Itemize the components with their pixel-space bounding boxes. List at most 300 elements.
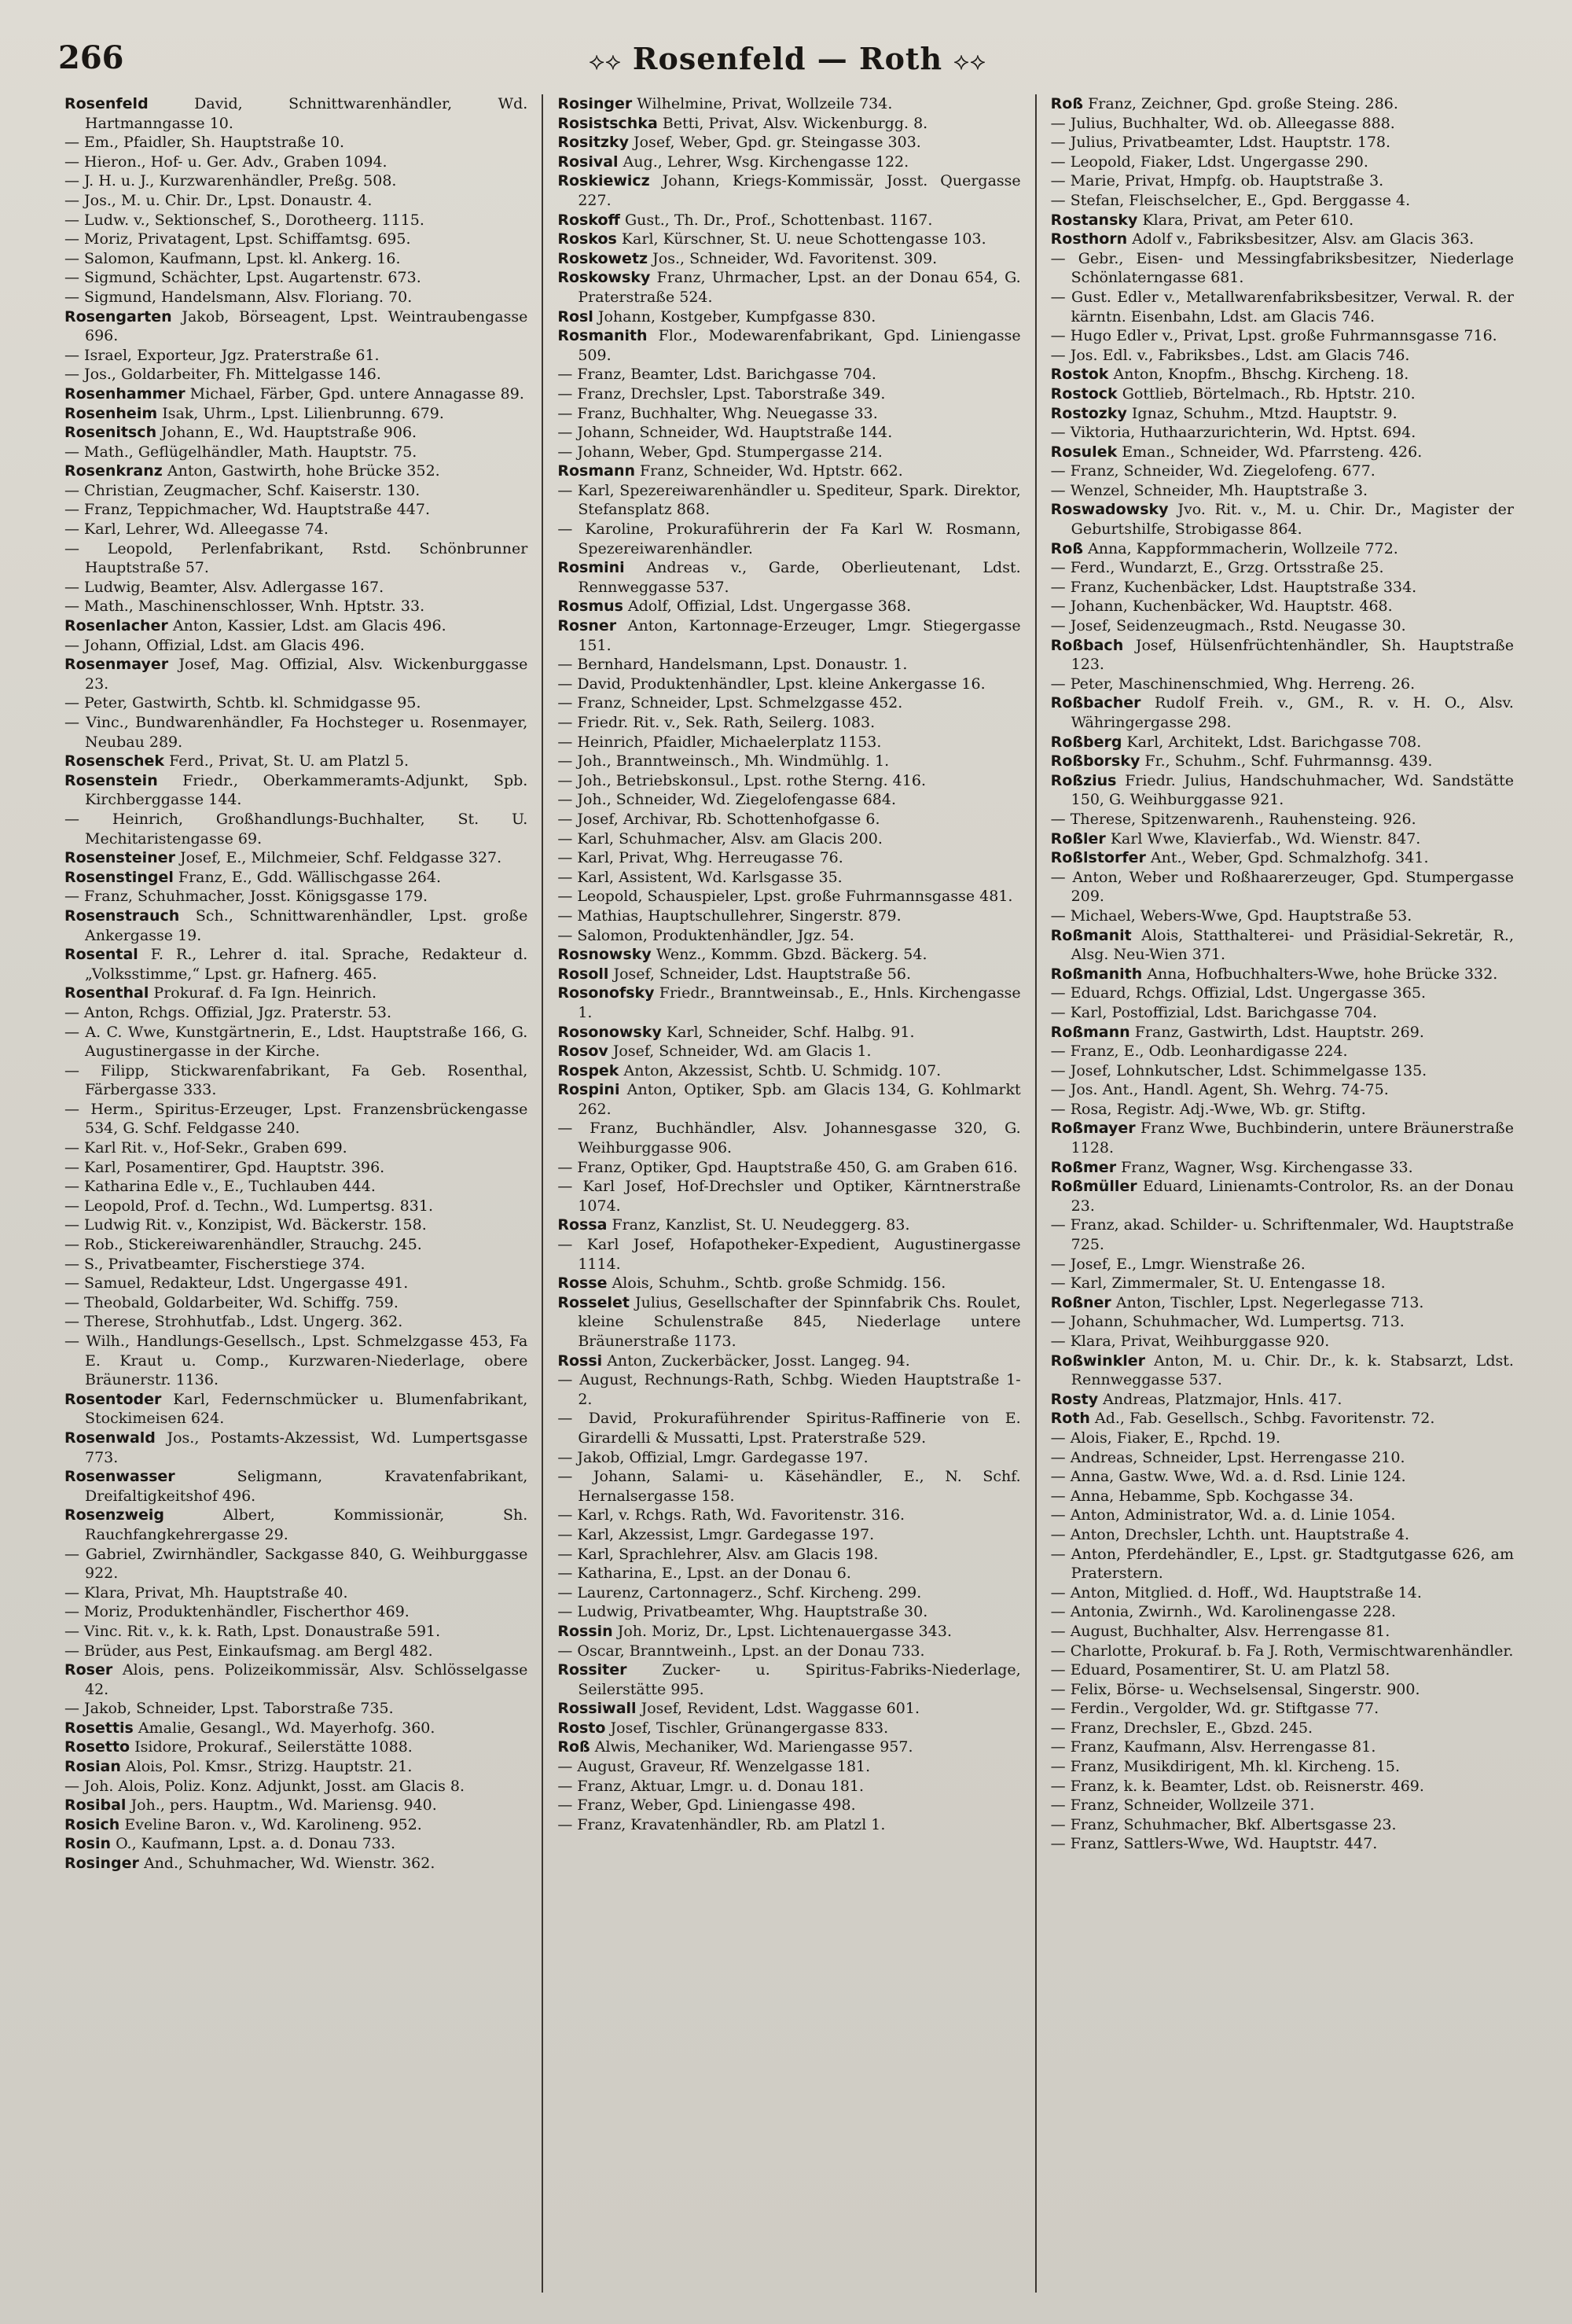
directory-entry xyxy=(1051,461,1514,481)
directory-entry xyxy=(1051,1815,1514,1835)
directory-entry xyxy=(557,404,1020,424)
entry-text: — Franz, Teppichmacher, Wd. Hauptstraße 447. xyxy=(64,501,430,519)
directory-entry xyxy=(1051,558,1514,578)
directory-entry xyxy=(64,1815,527,1835)
entry-surname: Rosov xyxy=(557,1042,608,1061)
entry-surname: Rossa xyxy=(557,1216,608,1234)
entry-text: — August, Buchhalter, Alsv. Herrengasse 81. xyxy=(1050,1622,1390,1640)
entry-surname: Rosibal xyxy=(64,1796,127,1815)
entry-surname: Rosonowsky xyxy=(557,1023,662,1041)
directory-entry xyxy=(64,1138,527,1158)
directory-entry xyxy=(64,288,527,307)
entry-text: — Sigmund, Schächter, Lpst. Augartenstr. 673. xyxy=(64,269,421,287)
directory-entry xyxy=(557,133,1020,153)
entry-text: — Jos. Edl. v., Fabriksbes., Ldst. am Glacis 746. xyxy=(1050,346,1410,364)
ornament-left-icon: ⟡⟡ xyxy=(589,48,622,75)
entry-text: — Ludwig, Beamter, Alsv. Adlergasse 167. xyxy=(64,578,384,596)
entry-surname: Rostok xyxy=(1050,366,1109,384)
directory-entry xyxy=(64,94,527,133)
entry-text: — Joh., Schneider, Wd. Ziegelofengasse 684. xyxy=(557,791,897,809)
directory-entry xyxy=(557,423,1020,443)
entry-text: Anton, Optiker, Spb. am Glacis 134, G. Kohlmarkt 262. xyxy=(578,1081,1021,1118)
directory-entry xyxy=(64,230,527,249)
directory-entry xyxy=(64,1332,527,1390)
entry-text: — Franz, Kuchenbäcker, Ldst. Hauptstraße 334. xyxy=(1050,578,1417,596)
directory-entry xyxy=(64,365,527,384)
directory-entry xyxy=(1051,481,1514,501)
directory-entry xyxy=(1051,829,1514,849)
entry-text: Ferd., Privat, St. U. am Platzl 5. xyxy=(169,752,410,770)
entry-text: — Franz, Schneider, Wd. Ziegelofeng. 677. xyxy=(1050,462,1376,480)
entry-surname: Roth xyxy=(1050,1410,1090,1428)
directory-entry xyxy=(64,1158,527,1178)
entry-text: — Johann, Schuhmacher, Wd. Lumpertsg. 713. xyxy=(1050,1313,1405,1331)
entry-text: — Alois, Fiaker, E., Rpchd. 19. xyxy=(1050,1429,1281,1447)
entry-text: — Franz, Optiker, Gpd. Hauptstraße 450, G. am Graben 616. xyxy=(557,1158,1018,1176)
entry-surname: Rosinger xyxy=(557,95,633,112)
entry-text: — Leopold, Schauspieler, Lpst. große Fuhrmannsgasse 481. xyxy=(557,888,1013,906)
entry-surname: Roßner xyxy=(1050,1293,1111,1311)
entry-text: — Leopold, Fiaker, Ldst. Ungergasse 290. xyxy=(1050,153,1368,171)
directory-entry xyxy=(1051,114,1514,134)
directory-entry xyxy=(1051,1429,1514,1448)
directory-entry xyxy=(1051,404,1514,424)
entry-text: Jakob, Börseagent, Lpst. Weintraubengasse 696. xyxy=(85,307,528,345)
entry-surname: Rosenschek xyxy=(64,752,165,770)
directory-entry xyxy=(557,1274,1020,1293)
column-3 xyxy=(1037,94,1528,2293)
entry-text: Anna, Hofbuchhalters-Wwe, hohe Brücke 332. xyxy=(1147,965,1498,983)
directory-entry xyxy=(1051,500,1514,539)
directory-entry xyxy=(557,655,1020,675)
entry-text: And., Schuhmacher, Wd. Wienstr. 362. xyxy=(143,1855,435,1873)
entry-text: — Franz, Schneider, Lpst. Schmelzgasse 452. xyxy=(557,694,903,712)
directory-columns xyxy=(50,94,1528,2293)
entry-text: — Anton, Drechsler, Lchth. unt. Hauptstraße 4. xyxy=(1050,1525,1410,1543)
entry-text: — Karl, Spezereiwarenhändler u. Spediteur, Spark. Direktor, Stefansplatz 868. xyxy=(557,481,1021,519)
entry-text: — Joh., Branntweinsch., Mh. Windmühlg. 1. xyxy=(557,752,890,770)
entry-surname: Roskowetz xyxy=(557,249,648,267)
directory-entry xyxy=(64,1235,527,1255)
directory-entry xyxy=(64,713,527,752)
entry-text: — Gebr., Eisen- und Messingfabriksbesitzer, Niederlage Schönlaterngasse 681. xyxy=(1050,249,1514,287)
entry-surname: Rosoll xyxy=(557,965,609,983)
entry-text: — Anna, Hebamme, Spb. Kochgasse 34. xyxy=(1050,1487,1353,1505)
entry-surname: Rosenzweig xyxy=(64,1506,165,1524)
directory-entry xyxy=(64,771,527,810)
directory-entry xyxy=(557,114,1020,134)
entry-text: Seligmann, Kravatenfabrikant, Dreifaltigkeitshof 496. xyxy=(85,1468,528,1505)
directory-entry xyxy=(64,171,527,191)
entry-surname: Rostansky xyxy=(1050,211,1138,229)
entry-text: Josef, Hülsenfrüchtenhändler, Sh. Hauptstraße 123. xyxy=(1071,636,1514,674)
directory-entry xyxy=(64,1023,527,1061)
entry-text: — Jos., M. u. Chir. Dr., Lpst. Donaustr. 4. xyxy=(64,191,373,209)
entry-text: — Karl, v. Rchgs. Rath, Wd. Favoritenstr. 316. xyxy=(557,1506,905,1524)
entry-text: — Rob., Stickereiwarenhändler, Strauchg. 245. xyxy=(64,1236,422,1254)
entry-text: Andreas v., Garde, Oberlieutenant, Ldst. Rennweggasse 537. xyxy=(578,559,1021,596)
entry-text: — Brüder, aus Pest, Einkaufsmag. am Bergl 482. xyxy=(64,1642,433,1660)
entry-surname: Roß xyxy=(557,1738,590,1756)
entry-text: — Johann, Schneider, Wd. Hauptstraße 144. xyxy=(557,424,893,442)
entry-text: — Joh. Alois, Poliz. Konz. Adjunkt, Josst. am Glacis 8. xyxy=(64,1777,465,1795)
entry-text: — Franz, Schuhmacher, Josst. Königsgasse 179. xyxy=(64,888,428,906)
entry-surname: Rosenstrauch xyxy=(64,906,180,925)
entry-text: — Franz, Drechsler, Lpst. Taborstraße 349. xyxy=(557,384,886,403)
directory-entry xyxy=(557,1215,1020,1235)
entry-text: Adolf v., Fabriksbesitzer, Alsv. am Glacis 363. xyxy=(1132,230,1475,248)
entry-surname: Roßmayer xyxy=(1050,1120,1136,1138)
entry-text: — Franz, Aktuar, Lmgr. u. d. Donau 181. xyxy=(557,1777,865,1795)
directory-entry xyxy=(557,1370,1020,1409)
entry-text: — Leopold, Prof. d. Techn., Wd. Lumpertsg. 831. xyxy=(64,1197,433,1215)
entry-text: — Karoline, Prokuraführerin der Fa Karl W. Rosmann, Spezereiwarenhändler. xyxy=(557,520,1021,557)
directory-entry xyxy=(1051,423,1514,443)
directory-entry xyxy=(1051,1777,1514,1796)
entry-text: Anna, Kappformmacherin, Wollzeile 772. xyxy=(1088,539,1398,557)
entry-text: — Klara, Privat, Weihburggasse 920. xyxy=(1050,1333,1330,1350)
entry-text: Franz, Uhrmacher, Lpst. an der Donau 654, G. Praterstraße 524. xyxy=(578,269,1021,306)
directory-entry xyxy=(557,211,1020,230)
directory-entry xyxy=(1051,848,1514,868)
entry-text: — Julius, Buchhalter, Wd. ob. Alleegasse 888. xyxy=(1050,114,1395,132)
directory-entry xyxy=(1051,1487,1514,1506)
directory-entry xyxy=(557,461,1020,481)
directory-entry xyxy=(1051,597,1514,616)
entry-text: Albert, Kommissionär, Sh. Rauchfangkehrergasse 29. xyxy=(85,1506,528,1543)
entry-surname: Rosulek xyxy=(1050,443,1118,461)
directory-entry xyxy=(64,1003,527,1023)
entry-text: Joh., pers. Hauptm., Wd. Mariensg. 940. xyxy=(130,1796,437,1815)
entry-text: Anton, Tischler, Lpst. Negerlegasse 713. xyxy=(1115,1293,1424,1311)
entry-text: Alwis, Mechaniker, Wd. Mariengasse 957. xyxy=(594,1738,913,1756)
entry-text: — Vinc. Rit. v., k. k. Rath, Lpst. Donaustraße 591. xyxy=(64,1622,441,1640)
directory-entry xyxy=(64,693,527,713)
entry-text: — Michael, Webers-Wwe, Gpd. Hauptstraße 53. xyxy=(1050,906,1412,925)
entry-text: Josef, Tischler, Grünangergasse 833. xyxy=(610,1719,889,1737)
directory-entry xyxy=(1051,1467,1514,1487)
entry-text: — Franz, Kravatenhändler, Rb. am Platzl 1. xyxy=(557,1815,886,1833)
entry-surname: Rosmann xyxy=(557,462,635,480)
directory-entry xyxy=(1051,675,1514,694)
entry-text: Ignaz, Schuhm., Mtzd. Hauptstr. 9. xyxy=(1131,404,1398,422)
entry-text: — Hieron., Hof- u. Ger. Adv., Graben 1094. xyxy=(64,153,387,171)
entry-surname: Rostozky xyxy=(1050,404,1127,422)
directory-entry xyxy=(1051,906,1514,926)
entry-text: — Therese, Strohhutfab., Ldst. Ungerg. 362. xyxy=(64,1313,403,1331)
directory-entry xyxy=(64,500,527,520)
entry-text: — Katharina, E., Lpst. an der Donau 6. xyxy=(557,1565,851,1583)
directory-entry xyxy=(557,752,1020,771)
entry-surname: Rosty xyxy=(1050,1390,1099,1408)
entry-text: Friedr. Julius, Handschuhmacher, Wd. Sandstätte 150, G. Weihburggasse 921. xyxy=(1071,771,1514,809)
entry-text: — Stefan, Fleischselcher, E., Gpd. Berggasse 4. xyxy=(1050,191,1411,209)
directory-entry xyxy=(1051,1293,1514,1313)
directory-entry xyxy=(64,1467,527,1506)
directory-entry xyxy=(557,94,1020,114)
directory-entry xyxy=(64,1719,527,1738)
directory-entry xyxy=(557,171,1020,210)
entry-surname: Rosich xyxy=(64,1815,120,1833)
directory-entry xyxy=(1051,443,1514,462)
directory-entry xyxy=(557,1293,1020,1351)
directory-entry xyxy=(1051,1215,1514,1254)
entry-surname: Rosenmayer xyxy=(64,656,169,674)
entry-text: — Christian, Zeugmacher, Schf. Kaiserstr. 130. xyxy=(64,481,421,499)
directory-entry xyxy=(1051,926,1514,965)
directory-entry xyxy=(1051,733,1514,752)
entry-surname: Roßmann xyxy=(1050,1023,1130,1041)
directory-entry xyxy=(64,1834,527,1854)
directory-entry xyxy=(64,443,527,462)
directory-entry xyxy=(1051,539,1514,559)
entry-text: — Ludwig Rit. v., Konzipist, Wd. Bäckerstr. 158. xyxy=(64,1216,427,1234)
entry-surname: Roßmanit xyxy=(1050,926,1132,944)
entry-text: — August, Rechnungs-Rath, Schbg. Wieden Hauptstraße 1-2. xyxy=(557,1371,1021,1408)
directory-entry xyxy=(557,230,1020,249)
directory-entry xyxy=(557,1699,1020,1719)
entry-text: — Hugo Edler v., Privat, Lpst. große Fuhrmannsgasse 716. xyxy=(1050,327,1497,345)
entry-surname: Rosonofsky xyxy=(557,984,655,1002)
entry-surname: Rosival xyxy=(557,153,619,171)
entry-text: — Franz, Buchhändler, Alsv. Johannesgasse 320, G. Weihburggasse 906. xyxy=(557,1120,1021,1157)
entry-text: — Anton, Weber und Roßhaarerzeuger, Gpd. Stumpergasse 209. xyxy=(1050,868,1514,906)
directory-entry xyxy=(64,1583,527,1603)
directory-entry xyxy=(1051,1042,1514,1061)
directory-entry xyxy=(557,790,1020,810)
entry-text: — Anton, Pferdehändler, E., Lpst. gr. Stadtgutgasse 626, am Praterstern. xyxy=(1050,1545,1514,1583)
directory-entry xyxy=(64,481,527,501)
entry-surname: Rosenheim xyxy=(64,404,158,422)
entry-text: — Johann, Weber, Gpd. Stumpergasse 214. xyxy=(557,443,883,461)
entry-text: — Theobald, Goldarbeiter, Wd. Schiffg. 759. xyxy=(64,1293,399,1311)
entry-text: — Karl, Akzessist, Lmgr. Gardegasse 197. xyxy=(557,1525,875,1543)
entry-text: Anton, Kartonnage-Erzeuger, Lmgr. Stiegergasse 151. xyxy=(578,617,1021,654)
directory-entry xyxy=(1051,94,1514,114)
directory-entry xyxy=(557,384,1020,404)
directory-entry xyxy=(64,423,527,443)
directory-entry xyxy=(557,249,1020,269)
directory-entry xyxy=(1051,1719,1514,1738)
directory-entry xyxy=(64,1061,527,1100)
entry-text: Wenz., Kommm. Gbzd. Bäckerg. 54. xyxy=(656,946,927,964)
directory-entry xyxy=(1051,230,1514,249)
directory-entry xyxy=(557,1235,1020,1274)
entry-surname: Roskoff xyxy=(557,211,620,229)
entry-text: — Anton, Rchgs. Offizial, Jgz. Praterstr. 53. xyxy=(64,1003,391,1021)
directory-entry xyxy=(64,133,527,153)
entry-surname: Roßmüller xyxy=(1050,1178,1137,1196)
entry-surname: Rosettis xyxy=(64,1719,134,1737)
entry-text: — Franz, Musikdirigent, Mh. kl. Kircheng. 15. xyxy=(1050,1758,1401,1776)
entry-text: — Klara, Privat, Mh. Hauptstraße 40. xyxy=(64,1583,348,1601)
entry-text: — Karl, Schuhmacher, Alsv. am Glacis 200. xyxy=(557,829,883,848)
entry-text: — Karl, Assistent, Wd. Karlsgasse 35. xyxy=(557,868,843,886)
directory-entry xyxy=(557,1777,1020,1796)
entry-text: — Ferd., Wundarzt, E., Grzg. Ortsstraße 25. xyxy=(1050,559,1384,577)
directory-entry xyxy=(557,1525,1020,1545)
directory-entry xyxy=(64,984,527,1003)
directory-entry xyxy=(557,906,1020,926)
directory-entry xyxy=(1051,1737,1514,1757)
directory-entry xyxy=(557,1351,1020,1371)
entry-text: — Jos., Goldarbeiter, Fh. Mittelgasse 146. xyxy=(64,366,381,384)
entry-surname: Rosenwald xyxy=(64,1429,156,1447)
entry-surname: Roskos xyxy=(557,230,617,248)
directory-entry xyxy=(1051,578,1514,598)
entry-text: — Vinc., Bundwarenhändler, Fa Hochsteger u. Rosenmayer, Neubau 289. xyxy=(64,714,528,751)
directory-entry xyxy=(557,887,1020,906)
entry-text: — Johann, Offizial, Ldst. am Glacis 496. xyxy=(64,636,365,654)
entry-text: — Karl, Privat, Whg. Herreugasse 76. xyxy=(557,849,843,867)
directory-entry xyxy=(557,693,1020,713)
entry-surname: Roßzius xyxy=(1050,771,1117,789)
entry-text: — Wenzel, Schneider, Mh. Hauptstraße 3. xyxy=(1050,481,1368,499)
entry-surname: Rosnowsky xyxy=(557,946,652,964)
directory-entry xyxy=(1051,191,1514,211)
directory-entry xyxy=(557,365,1020,384)
directory-entry xyxy=(557,1564,1020,1583)
entry-text: — Mathias, Hauptschullehrer, Singerstr. 879. xyxy=(557,906,902,925)
directory-entry xyxy=(64,906,527,945)
directory-entry xyxy=(557,1719,1020,1738)
entry-text: — Moriz, Privatagent, Lpst. Schiffamtsg. 695. xyxy=(64,230,411,248)
entry-text: Joh. Moriz, Dr., Lpst. Lichtenauergasse 343. xyxy=(617,1622,952,1640)
directory-entry xyxy=(557,1042,1020,1061)
entry-text: Eduard, Linienamts-Controlor, Rs. an der Donau 23. xyxy=(1071,1178,1514,1215)
directory-entry xyxy=(64,655,527,693)
entry-text: Josef, Mag. Offizial, Alsv. Wickenburggasse 23. xyxy=(85,656,528,693)
directory-entry xyxy=(557,1737,1020,1757)
entry-surname: Rosian xyxy=(64,1758,121,1776)
directory-entry xyxy=(64,1255,527,1274)
directory-entry xyxy=(557,1409,1020,1447)
entry-text: Alois, Schuhm., Schtb. große Schmidg. 156. xyxy=(612,1274,946,1293)
entry-text: Franz, Gastwirth, Ldst. Hauptstr. 269. xyxy=(1134,1023,1424,1041)
directory-entry xyxy=(64,520,527,539)
entry-text: — Gust. Edler v., Metallwarenfabriksbesitzer, Verwal. R. der kärntn. Eisenbahn, Ldst. am Glacis 746. xyxy=(1050,288,1514,325)
directory-entry xyxy=(64,153,527,172)
entry-surname: Rosenstein xyxy=(64,771,158,789)
entry-text: Karl, Architekt, Ldst. Barichgasse 708. xyxy=(1126,733,1422,751)
directory-entry xyxy=(1051,346,1514,366)
directory-entry xyxy=(64,307,527,346)
entry-text: Josef, Revident, Ldst. Waggasse 601. xyxy=(641,1700,920,1718)
entry-text: Gottlieb, Börtelmach., Rb. Hptstr. 210. xyxy=(1122,384,1416,403)
directory-entry xyxy=(1051,965,1514,984)
entry-text: — Wilh., Handlungs-Gesellsch., Lpst. Schmelzgasse 453, Fa E. Kraut u. Comp., Kurzwaren-Niederlage, obere Bräunerstr. 1136. xyxy=(64,1333,528,1389)
entry-text: Franz, Schneider, Wd. Hptstr. 662. xyxy=(640,462,903,480)
entry-text: — Anna, Gastw. Wwe, Wd. a. d. Rsd. Linie 124. xyxy=(1050,1468,1406,1486)
entry-text: Franz, Wagner, Wsg. Kirchengasse 33. xyxy=(1121,1158,1413,1176)
directory-entry xyxy=(64,810,527,848)
entry-text: — Johann, Salami- u. Käsehändler, E., N. Schf. Hernalsergasse 158. xyxy=(557,1468,1021,1505)
directory-entry xyxy=(1051,1351,1514,1390)
directory-entry xyxy=(64,1215,527,1235)
entry-surname: Rosselet xyxy=(557,1293,630,1311)
directory-entry xyxy=(64,211,527,230)
directory-entry xyxy=(1051,810,1514,829)
entry-surname: Roskowsky xyxy=(557,269,651,287)
running-title-line xyxy=(50,41,1525,76)
entry-text: Jos., Postamts-Akzessist, Wd. Lumpertsgasse 773. xyxy=(85,1429,528,1466)
entry-text: — Peter, Maschinenschmied, Whg. Herreng. 26. xyxy=(1050,675,1416,693)
entry-text: Sch., Schnittwarenhändler, Lpst. große Ankergasse 19. xyxy=(85,906,528,944)
directory-entry xyxy=(1051,171,1514,191)
entry-text: — Leopold, Perlenfabrikant, Rstd. Schönbrunner Hauptstraße 57. xyxy=(64,539,528,577)
directory-entry xyxy=(557,1506,1020,1525)
entry-text: Johann, Kostgeber, Kumpfgasse 830. xyxy=(597,307,876,325)
directory-entry xyxy=(557,481,1020,520)
entry-text: Zucker- u. Spiritus-Fabriks-Niederlage, Seilerstätte 995. xyxy=(578,1661,1021,1698)
directory-entry xyxy=(557,1448,1020,1468)
entry-text: — Josef, E., Lmgr. Wienstraße 26. xyxy=(1050,1255,1306,1273)
entry-text: Anton, Knopfm., Bhschg. Kircheng. 18. xyxy=(1113,366,1409,384)
entry-surname: Roßborsky xyxy=(1050,752,1140,770)
directory-entry xyxy=(64,945,527,984)
entry-surname: Roßwinkler xyxy=(1050,1351,1146,1370)
directory-entry xyxy=(1051,249,1514,288)
entry-text: — Franz, Kaufmann, Alsv. Herrengasse 81. xyxy=(1050,1738,1376,1756)
entry-text: — Jos. Ant., Handl. Agent, Sh. Wehrg. 74-75. xyxy=(1050,1081,1389,1099)
entry-text: — A. C. Wwe, Kunstgärtnerin, E., Ldst. Hauptstraße 166, G. Augustinergasse in der Kirche. xyxy=(64,1023,528,1061)
directory-entry xyxy=(64,752,527,771)
entry-text: Isidore, Prokuraf., Seilerstätte 1088. xyxy=(134,1738,413,1756)
directory-entry xyxy=(1051,211,1514,230)
entry-text: — Franz, E., Odb. Leonhardigasse 224. xyxy=(1050,1042,1348,1061)
directory-entry xyxy=(64,539,527,578)
entry-text: — Josef, Seidenzeugmach., Rstd. Neugasse 30. xyxy=(1050,617,1406,635)
directory-entry xyxy=(64,191,527,211)
directory-entry xyxy=(1051,1061,1514,1081)
directory-entry xyxy=(557,1080,1020,1119)
directory-entry xyxy=(557,926,1020,946)
entry-surname: Rosner xyxy=(557,617,617,635)
directory-entry xyxy=(1051,636,1514,675)
directory-entry xyxy=(557,984,1020,1022)
entry-surname: Roskiewicz xyxy=(557,172,650,190)
entry-surname: Rosenfeld xyxy=(64,95,149,112)
entry-surname: Roßbacher xyxy=(1050,694,1141,712)
entry-text: — Eduard, Posamentirer, St. U. am Platzl 58. xyxy=(1050,1661,1390,1679)
entry-text: O., Kaufmann, Lpst. a. d. Donau 733. xyxy=(116,1835,396,1853)
directory-entry xyxy=(64,346,527,366)
entry-text: — Heinrich, Pfaidler, Michaelerplatz 1153. xyxy=(557,733,882,751)
entry-surname: Roßmanith xyxy=(1050,965,1143,983)
entry-text: — Marie, Privat, Hmpfg. ob. Hauptstraße 3. xyxy=(1050,172,1384,190)
entry-surname: Rosmus xyxy=(557,598,623,616)
entry-text: Amalie, Gesangl., Wd. Mayerhofg. 360. xyxy=(138,1719,435,1737)
directory-entry xyxy=(557,1583,1020,1603)
entry-text: — S., Privatbeamter, Fischerstiege 374. xyxy=(64,1255,365,1273)
entry-text: Josef, Schneider, Ldst. Hauptstraße 56. xyxy=(613,965,912,983)
directory-entry xyxy=(557,1023,1020,1042)
directory-entry xyxy=(557,733,1020,752)
entry-surname: Rosental xyxy=(64,946,138,964)
entry-text: — Franz, Beamter, Ldst. Barichgasse 704. xyxy=(557,366,876,384)
entry-surname: Rostock xyxy=(1050,384,1118,403)
directory-entry xyxy=(557,1622,1020,1642)
entry-text: — Peter, Gastwirth, Schtb. kl. Schmidgasse 95. xyxy=(64,694,421,712)
directory-entry xyxy=(64,578,527,598)
entry-text: — David, Produktenhändler, Lpst. kleine Ankergasse 16. xyxy=(557,675,986,693)
entry-text: Jvo. Rit. v., M. u. Chir. Dr., Magister der Geburtshilfe, Strobigasse 864. xyxy=(1071,501,1514,539)
entry-text: Aug., Lehrer, Wsg. Kirchengasse 122. xyxy=(623,153,909,171)
entry-text: — Jakob, Offizial, Lmgr. Gardegasse 197. xyxy=(557,1448,869,1466)
entry-surname: Roß xyxy=(1050,95,1084,112)
directory-entry xyxy=(64,404,527,424)
directory-entry xyxy=(557,326,1020,365)
